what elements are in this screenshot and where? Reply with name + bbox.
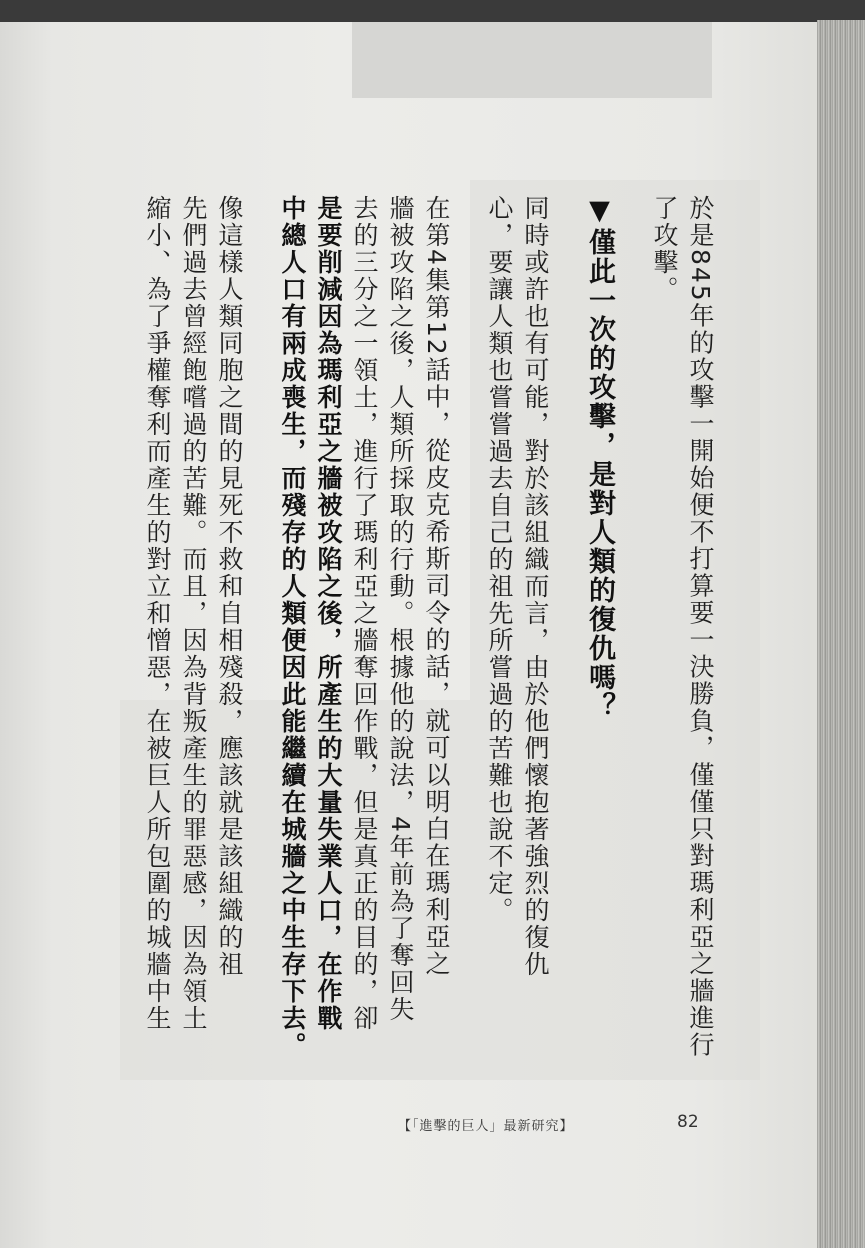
page-edges: [817, 20, 865, 1248]
text-column-1: 於是845年的攻擊一開始便不打算要一決勝負，僅僅只對瑪利亞之牆進行: [686, 195, 715, 1059]
text-column-6: 牆被攻陷之後，人類所採取的行動。根據他的說法，4年前為了奪回失: [386, 195, 415, 1023]
page-number: 82: [677, 1112, 699, 1132]
text-column-3: 同時或許也有可能，對於該組織而言，由於他們懷抱著強烈的復仇: [521, 195, 550, 978]
text-column-7: 去的三分之一領土，進行了瑪利亞之牆奪回作戰，但是真正的目的，卻: [350, 195, 379, 1032]
section-heading: ▼僅此一次的攻擊，是對人類的復仇嗎？: [584, 195, 615, 721]
running-title: 【「進擊的巨人」最新研究】: [398, 1119, 574, 1134]
header-shade-box: [352, 22, 712, 98]
text-column-10: 像這樣人類同胞之間的見死不救和自相殘殺，應該就是該組織的祖: [215, 195, 244, 978]
top-shadow: [0, 0, 865, 22]
text-column-8-bold: 是要削減因為瑪利亞之牆被攻陷之後，所產生的大量失業人口，在作戰: [314, 195, 343, 1032]
vertical-text-body: [136, 195, 715, 1059]
text-column-5: 在第4集第12話中，從皮克希斯司令的話，就可以明白在瑪利亞之: [422, 195, 451, 978]
text-column-9-bold: 中總人口有兩成喪生，而殘存的人類便因此能繼續在城牆之中生存下去。: [278, 195, 307, 1059]
text-column-12: 縮小、為了爭權奪利而產生的對立和憎惡，在被巨人所包圍的城牆中生: [143, 195, 172, 1032]
text-column-11: 先們過去曾經飽嚐過的苦難。而且，因為背叛產生的罪惡感，因為領土: [179, 195, 208, 1032]
text-column-2: 了攻擊。: [650, 195, 679, 303]
text-column-4: 心，要讓人類也嘗嘗過去自己的祖先所嘗過的苦難也說不定。: [485, 195, 514, 924]
